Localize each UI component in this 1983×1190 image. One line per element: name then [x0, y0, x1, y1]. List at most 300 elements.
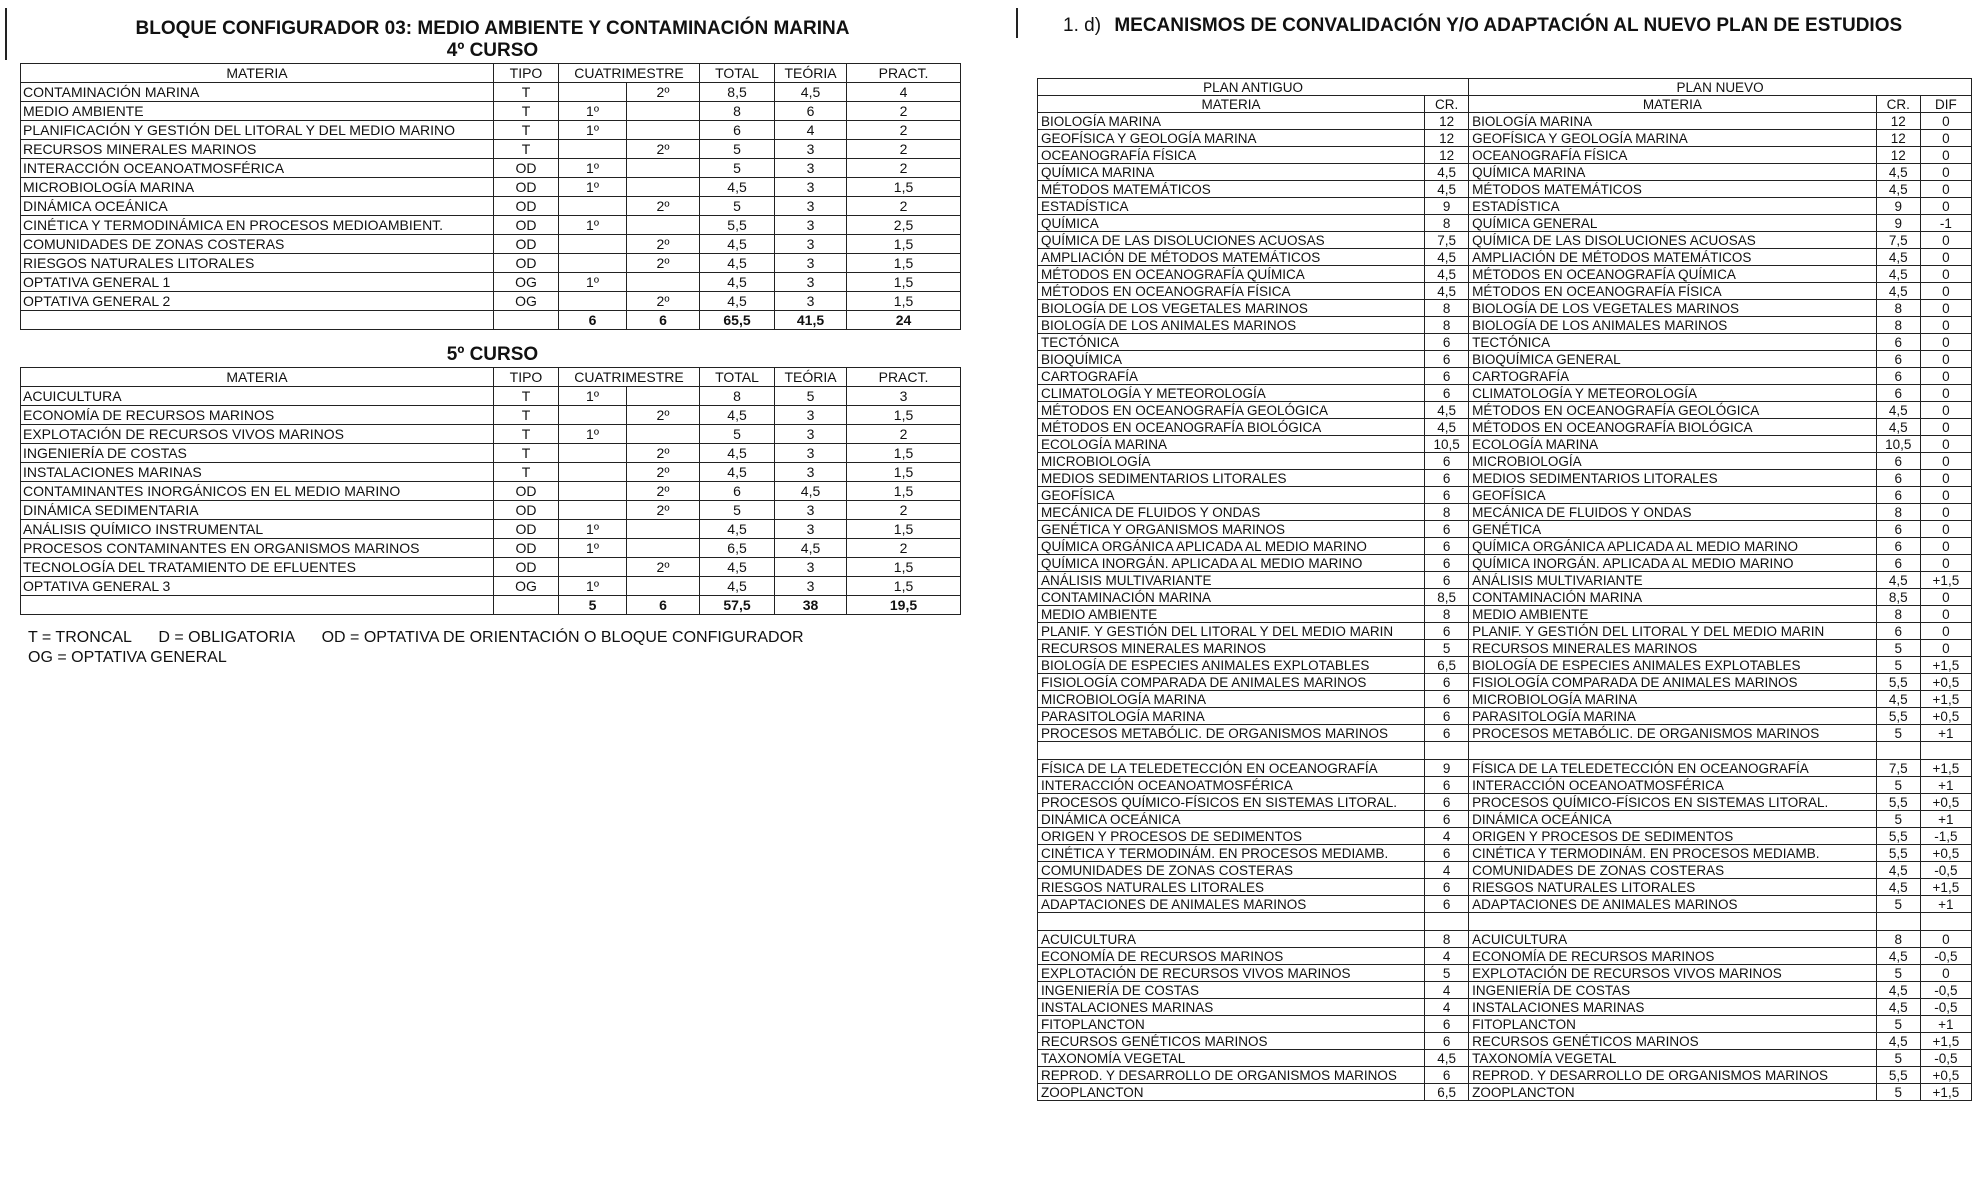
- table-row: [1038, 351, 1972, 368]
- cell-teoria: 3: [775, 235, 847, 254]
- cell-materia-new: GENÉTICA: [1469, 521, 1877, 538]
- cell-materia-new: ORIGEN Y PROCESOS DE SEDIMENTOS: [1469, 828, 1877, 845]
- cell-teoria: 3: [775, 197, 847, 216]
- col-header-materia-new: MATERIA: [1469, 96, 1877, 113]
- cell-cr-old: 8: [1425, 931, 1469, 948]
- cell-cr-new: 4,5: [1876, 266, 1920, 283]
- cell-cuatri-1: 1º: [559, 159, 627, 178]
- table-row: [21, 254, 961, 273]
- table-row: [1038, 572, 1972, 589]
- cell-materia: PLANIFICACIÓN Y GESTIÓN DEL LITORAL Y DEL MEDIO MARINO: [21, 121, 494, 140]
- legend-line-1: [28, 628, 826, 648]
- section-number: 1. d): [1063, 15, 1102, 36]
- cell-pract: 1,5: [847, 406, 961, 425]
- cell-cuatri-2: 2º: [627, 140, 700, 159]
- table-row: [1038, 862, 1972, 879]
- cell-dif: 0: [1920, 283, 1971, 300]
- cell-materia-new: OCEANOGRAFÍA FÍSICA: [1469, 147, 1877, 164]
- cell-dif: 0: [1920, 130, 1971, 147]
- cell-cr-new: 6: [1876, 487, 1920, 504]
- cell-dif: 0: [1920, 198, 1971, 215]
- cell-cr-old: 6: [1425, 896, 1469, 913]
- table-row: [1038, 113, 1972, 130]
- table-row: [1038, 198, 1972, 215]
- cell-materia-new: PARASITOLOGÍA MARINA: [1469, 708, 1877, 725]
- cell-cr-old: 6: [1425, 725, 1469, 742]
- cell-teoria: 3: [775, 216, 847, 235]
- cell-dif: 0: [1920, 470, 1971, 487]
- cell-dif: 0: [1920, 555, 1971, 572]
- cell-cr-old: 6: [1425, 487, 1469, 504]
- cell-cr-old: 4: [1425, 862, 1469, 879]
- cell-materia: [21, 311, 494, 330]
- cell-materia: MEDIO AMBIENTE: [21, 102, 494, 121]
- curso5-header-row: [21, 368, 961, 387]
- cell-total: 4,5: [700, 292, 775, 311]
- cell-pract: 1,5: [847, 292, 961, 311]
- cell-dif: -0,5: [1920, 1050, 1971, 1067]
- cell-materia-old: BIOLOGÍA DE ESPECIES ANIMALES EXPLOTABLES: [1038, 657, 1425, 674]
- cell-materia-old: MECÁNICA DE FLUIDOS Y ONDAS: [1038, 504, 1425, 521]
- cell-materia-old: OCEANOGRAFÍA FÍSICA: [1038, 147, 1425, 164]
- cell-pract: 1,5: [847, 577, 961, 596]
- spacer-row: [1038, 742, 1972, 760]
- cell-cr-old: 4: [1425, 999, 1469, 1016]
- cell-cuatri-1: 1º: [559, 539, 627, 558]
- cell-cr-new: 5: [1876, 777, 1920, 794]
- cell-cr-new: 7,5: [1876, 760, 1920, 777]
- cell-cr-old: 9: [1425, 760, 1469, 777]
- cell-materia-old: MÉTODOS EN OCEANOGRAFÍA BIOLÓGICA: [1038, 419, 1425, 436]
- cell-materia-new: RECURSOS GENÉTICOS MARINOS: [1469, 1033, 1877, 1050]
- cell-teoria: 3: [775, 501, 847, 520]
- cell-total: 6: [700, 121, 775, 140]
- cell-materia-old: MICROBIOLOGÍA MARINA: [1038, 691, 1425, 708]
- cell-teoria: 3: [775, 558, 847, 577]
- curso4-header-row: [21, 64, 961, 83]
- cell-materia-new: BIOLOGÍA DE LOS VEGETALES MARINOS: [1469, 300, 1877, 317]
- cell-tipo: T: [494, 387, 559, 406]
- cell-teoria: 3: [775, 140, 847, 159]
- header-plan-antiguo: PLAN ANTIGUO: [1038, 79, 1469, 96]
- cell-cr-new: 8: [1876, 931, 1920, 948]
- table-row: [1038, 402, 1972, 419]
- cell-cr-new: 6: [1876, 521, 1920, 538]
- cell-cr-new: 6: [1876, 470, 1920, 487]
- cell-cr-old: 4: [1425, 948, 1469, 965]
- cell-dif: +0,5: [1920, 845, 1971, 862]
- cell-dif: -0,5: [1920, 948, 1971, 965]
- cell-materia: RECURSOS MINERALES MARINOS: [21, 140, 494, 159]
- totals-row: [21, 311, 961, 330]
- cell-materia-new: MEDIO AMBIENTE: [1469, 606, 1877, 623]
- table-row: [21, 292, 961, 311]
- cell-materia-new: PLANIF. Y GESTIÓN DEL LITORAL Y DEL MEDIO MARIN: [1469, 623, 1877, 640]
- cell-dif: +1,5: [1920, 691, 1971, 708]
- cell-cr-old: 6: [1425, 794, 1469, 811]
- cell-materia-old: ECONOMÍA DE RECURSOS MARINOS: [1038, 948, 1425, 965]
- cell-materia-old: REPROD. Y DESARROLLO DE ORGANISMOS MARINOS: [1038, 1067, 1425, 1084]
- cell-cr-old: 4,5: [1425, 419, 1469, 436]
- cell-dif: 0: [1920, 181, 1971, 198]
- cell-materia-old: MÉTODOS EN OCEANOGRAFÍA GEOLÓGICA: [1038, 402, 1425, 419]
- table-row: [1038, 1084, 1972, 1101]
- cell-cr-new: 5: [1876, 965, 1920, 982]
- cell-cr-new: 12: [1876, 130, 1920, 147]
- table-row: [21, 425, 961, 444]
- cell-cuatri-2: [627, 577, 700, 596]
- cell-cr-old: 6: [1425, 674, 1469, 691]
- cell-materia-old: BIOLOGÍA DE LOS VEGETALES MARINOS: [1038, 300, 1425, 317]
- cell-cr-old: 4,5: [1425, 1050, 1469, 1067]
- cell-dif: +0,5: [1920, 1067, 1971, 1084]
- cell-dif: 0: [1920, 113, 1971, 130]
- cell-materia-old: BIOLOGÍA MARINA: [1038, 113, 1425, 130]
- cell-teoria: 3: [775, 425, 847, 444]
- table-row: [1038, 436, 1972, 453]
- table-row: [1038, 999, 1972, 1016]
- cell-materia-old: COMUNIDADES DE ZONAS COSTERAS: [1038, 862, 1425, 879]
- cell-cr-old: 6: [1425, 572, 1469, 589]
- cell-cr-old: 6: [1425, 538, 1469, 555]
- cell-cr-new: 8: [1876, 504, 1920, 521]
- cell-dif: 0: [1920, 266, 1971, 283]
- cell-materia-old: DINÁMICA OCEÁNICA: [1038, 811, 1425, 828]
- cell-dif: [1920, 913, 1971, 931]
- cell-cuatri-2: 2º: [627, 463, 700, 482]
- curso5-heading: 5º CURSO: [446, 344, 539, 365]
- cell-materia-new: RECURSOS MINERALES MARINOS: [1469, 640, 1877, 657]
- cell-materia-new: QUÍMICA INORGÁN. APLICADA AL MEDIO MARINO: [1469, 555, 1877, 572]
- cell-materia: INGENIERÍA DE COSTAS: [21, 444, 494, 463]
- cell-dif: 0: [1920, 419, 1971, 436]
- cell-cr-old: 5: [1425, 965, 1469, 982]
- cell-total: 8,5: [700, 83, 775, 102]
- cell-materia: OPTATIVA GENERAL 3: [21, 577, 494, 596]
- cell-dif: +1: [1920, 811, 1971, 828]
- spacer-row: [1038, 913, 1972, 931]
- cell-total: 5: [700, 501, 775, 520]
- cell-materia-old: ANÁLISIS MULTIVARIANTE: [1038, 572, 1425, 589]
- cell-cr-new: 4,5: [1876, 164, 1920, 181]
- cell-cr-new: 4,5: [1876, 862, 1920, 879]
- cell-dif: 0: [1920, 147, 1971, 164]
- cell-materia: CINÉTICA Y TERMODINÁMICA EN PROCESOS MEDIOAMBIENT.: [21, 216, 494, 235]
- cell-tipo: T: [494, 102, 559, 121]
- cell-materia-new: MÉTODOS EN OCEANOGRAFÍA BIOLÓGICA: [1469, 419, 1877, 436]
- cell-teoria: 4: [775, 121, 847, 140]
- cell-materia-old: QUÍMICA: [1038, 215, 1425, 232]
- cell-tipo: T: [494, 406, 559, 425]
- cell-tipo: OD: [494, 216, 559, 235]
- cell-materia-new: QUÍMICA ORGÁNICA APLICADA AL MEDIO MARINO: [1469, 538, 1877, 555]
- cell-dif: +1,5: [1920, 1033, 1971, 1050]
- table-row: [1038, 368, 1972, 385]
- cell-cr-new: 8: [1876, 317, 1920, 334]
- cell-cr-old: 6: [1425, 879, 1469, 896]
- cell-total: 6,5: [700, 539, 775, 558]
- cell-cr-new: 4,5: [1876, 402, 1920, 419]
- cell-cr-old: [1425, 742, 1469, 760]
- cell-dif: +0,5: [1920, 708, 1971, 725]
- cell-cr-new: 4,5: [1876, 691, 1920, 708]
- table-row: [21, 140, 961, 159]
- cell-cr-old: 6,5: [1425, 1084, 1469, 1101]
- cell-cuatri-1: 1º: [559, 387, 627, 406]
- cell-cuatri-1: 1º: [559, 216, 627, 235]
- cell-materia-old: QUÍMICA INORGÁN. APLICADA AL MEDIO MARINO: [1038, 555, 1425, 572]
- cell-materia-old: CLIMATOLOGÍA Y METEOROLOGÍA: [1038, 385, 1425, 402]
- cell-cr-old: 6: [1425, 368, 1469, 385]
- cell-materia-old: ADAPTACIONES DE ANIMALES MARINOS: [1038, 896, 1425, 913]
- cell-total: 5: [700, 159, 775, 178]
- cell-cr-new: 8: [1876, 606, 1920, 623]
- cell-materia-new: EXPLOTACIÓN DE RECURSOS VIVOS MARINOS: [1469, 965, 1877, 982]
- cell-cuatri-1: [559, 463, 627, 482]
- table-row: [21, 83, 961, 102]
- table-row: [1038, 606, 1972, 623]
- cell-tipo: OG: [494, 273, 559, 292]
- table-row: [1038, 504, 1972, 521]
- cell-total: 4,5: [700, 577, 775, 596]
- cell-total: 4,5: [700, 406, 775, 425]
- cell-pract: 1,5: [847, 444, 961, 463]
- cell-total: 4,5: [700, 444, 775, 463]
- cell-cr-old: 6: [1425, 708, 1469, 725]
- total-cuatri-1: 5: [559, 596, 627, 615]
- cell-materia-old: MEDIOS SEDIMENTARIOS LITORALES: [1038, 470, 1425, 487]
- table-row: [1038, 453, 1972, 470]
- cell-cr-old: 6: [1425, 1016, 1469, 1033]
- table-row: [21, 520, 961, 539]
- cell-dif: +1,5: [1920, 657, 1971, 674]
- cell-tipo: OD: [494, 178, 559, 197]
- cell-cr-old: 8,5: [1425, 589, 1469, 606]
- cell-materia-new: GEOFÍSICA Y GEOLOGÍA MARINA: [1469, 130, 1877, 147]
- cell-cr-old: 4,5: [1425, 283, 1469, 300]
- cell-cuatri-1: [559, 83, 627, 102]
- cell-cuatri-1: [559, 501, 627, 520]
- cell-total: 4,5: [700, 254, 775, 273]
- cell-cr-old: 6: [1425, 777, 1469, 794]
- cell-materia-old: QUÍMICA DE LAS DISOLUCIONES ACUOSAS: [1038, 232, 1425, 249]
- table-row: [1038, 691, 1972, 708]
- cell-cr-new: 6: [1876, 385, 1920, 402]
- cell-tipo: OD: [494, 159, 559, 178]
- table-row: [21, 178, 961, 197]
- cell-dif: +1: [1920, 725, 1971, 742]
- legend-obligatoria: D = OBLIGATORIA: [158, 629, 296, 646]
- table-row: [1038, 896, 1972, 913]
- cell-cr-old: 4: [1425, 828, 1469, 845]
- cell-materia-new: ESTADÍSTICA: [1469, 198, 1877, 215]
- cell-cr-new: 12: [1876, 147, 1920, 164]
- cell-tipo: OD: [494, 501, 559, 520]
- cell-pract: 3: [847, 387, 961, 406]
- cell-materia-new: FITOPLANCTON: [1469, 1016, 1877, 1033]
- cell-cr-new: 6: [1876, 351, 1920, 368]
- cell-materia-old: BIOQUÍMICA: [1038, 351, 1425, 368]
- table-row: [1038, 794, 1972, 811]
- table-row: [21, 197, 961, 216]
- cell-dif: 0: [1920, 402, 1971, 419]
- cell-cr-old: 12: [1425, 147, 1469, 164]
- cell-materia-new: GEOFÍSICA: [1469, 487, 1877, 504]
- cell-pract: 1,5: [847, 178, 961, 197]
- cell-cr-new: 4,5: [1876, 181, 1920, 198]
- cell-cuatri-1: [559, 482, 627, 501]
- total-pract: 19,5: [847, 596, 961, 615]
- table-row: [1038, 147, 1972, 164]
- cell-cuatri-2: [627, 178, 700, 197]
- right-page-title: [1063, 14, 1902, 38]
- cell-materia-new: QUÍMICA DE LAS DISOLUCIONES ACUOSAS: [1469, 232, 1877, 249]
- cell-materia-old: CARTOGRAFÍA: [1038, 368, 1425, 385]
- cell-materia-new: TECTÓNICA: [1469, 334, 1877, 351]
- table-row: [1038, 521, 1972, 538]
- cell-tipo: T: [494, 83, 559, 102]
- cell-cuatri-1: [559, 406, 627, 425]
- table-row: [1038, 589, 1972, 606]
- cell-materia-old: CINÉTICA Y TERMODINÁM. EN PROCESOS MEDIAMB.: [1038, 845, 1425, 862]
- table-row: [1038, 470, 1972, 487]
- cell-total: 6: [700, 482, 775, 501]
- table-row: [1038, 811, 1972, 828]
- cell-materia-new: BIOLOGÍA DE LOS ANIMALES MARINOS: [1469, 317, 1877, 334]
- col-header-tipo: TIPO: [494, 368, 559, 387]
- cell-cuatri-1: 1º: [559, 425, 627, 444]
- cell-cr-new: 6: [1876, 368, 1920, 385]
- cell-total: 5,5: [700, 216, 775, 235]
- table-row: [21, 406, 961, 425]
- cell-dif: 0: [1920, 249, 1971, 266]
- cell-teoria: 4,5: [775, 83, 847, 102]
- cell-cr-new: 5: [1876, 896, 1920, 913]
- left-page-title: BLOQUE CONFIGURADOR 03: MEDIO AMBIENTE Y CONTAMINACIÓN MARINA: [135, 18, 850, 39]
- cell-materia: INSTALACIONES MARINAS: [21, 463, 494, 482]
- cell-cuatri-2: [627, 216, 700, 235]
- cell-total: 5: [700, 197, 775, 216]
- cell-cr-new: 4,5: [1876, 999, 1920, 1016]
- cell-pract: 2: [847, 501, 961, 520]
- cell-cuatri-2: 2º: [627, 482, 700, 501]
- cell-total: 4,5: [700, 463, 775, 482]
- cell-materia-old: FÍSICA DE LA TELEDETECCIÓN EN OCEANOGRAFÍA: [1038, 760, 1425, 777]
- cell-tipo: OG: [494, 292, 559, 311]
- cell-pract: 2: [847, 425, 961, 444]
- cell-tipo: T: [494, 121, 559, 140]
- cell-cr-old: 6: [1425, 470, 1469, 487]
- cell-dif: -0,5: [1920, 862, 1971, 879]
- table-row: [21, 577, 961, 596]
- cell-materia-old: BIOLOGÍA DE LOS ANIMALES MARINOS: [1038, 317, 1425, 334]
- cell-materia-new: INSTALACIONES MARINAS: [1469, 999, 1877, 1016]
- cell-dif: 0: [1920, 317, 1971, 334]
- table-row: [21, 121, 961, 140]
- cell-cr-new: 8,5: [1876, 589, 1920, 606]
- cell-cuatri-2: 2º: [627, 406, 700, 425]
- cell-cr-old: 6: [1425, 811, 1469, 828]
- cell-cr-old: 4,5: [1425, 402, 1469, 419]
- cell-materia: CONTAMINANTES INORGÁNICOS EN EL MEDIO MARINO: [21, 482, 494, 501]
- cell-dif: 0: [1920, 232, 1971, 249]
- cell-cr-old: 6: [1425, 1067, 1469, 1084]
- cell-materia-old: PLANIF. Y GESTIÓN DEL LITORAL Y DEL MEDIO MARIN: [1038, 623, 1425, 640]
- cell-materia-new: FÍSICA DE LA TELEDETECCIÓN EN OCEANOGRAFÍA: [1469, 760, 1877, 777]
- cell-dif: 0: [1920, 521, 1971, 538]
- cell-cr-new: 6: [1876, 538, 1920, 555]
- cell-materia-old: AMPLIACIÓN DE MÉTODOS MATEMÁTICOS: [1038, 249, 1425, 266]
- cell-materia-new: CONTAMINACIÓN MARINA: [1469, 589, 1877, 606]
- cell-cuatri-2: [627, 159, 700, 178]
- cell-cr-old: 4: [1425, 982, 1469, 999]
- cell-tipo: [494, 311, 559, 330]
- cell-materia-old: MICROBIOLOGÍA: [1038, 453, 1425, 470]
- cell-materia-old: ORIGEN Y PROCESOS DE SEDIMENTOS: [1038, 828, 1425, 845]
- cell-materia-old: RECURSOS MINERALES MARINOS: [1038, 640, 1425, 657]
- cell-cr-old: 6: [1425, 351, 1469, 368]
- cell-cr-new: 5: [1876, 1016, 1920, 1033]
- table-row: [1038, 1067, 1972, 1084]
- cell-pract: 2: [847, 197, 961, 216]
- cell-materia-old: QUÍMICA MARINA: [1038, 164, 1425, 181]
- cell-total: 4,5: [700, 178, 775, 197]
- cell-materia-old: PROCESOS METABÓLIC. DE ORGANISMOS MARINOS: [1038, 725, 1425, 742]
- cell-cr-new: 5: [1876, 811, 1920, 828]
- cell-dif: +1: [1920, 777, 1971, 794]
- cell-materia-new: [1469, 913, 1877, 931]
- cell-dif: +1: [1920, 896, 1971, 913]
- cell-materia-new: CLIMATOLOGÍA Y METEOROLOGÍA: [1469, 385, 1877, 402]
- table-row: [1038, 760, 1972, 777]
- table-row: [21, 273, 961, 292]
- col-header-cuatrimestre: CUATRIMESTRE: [559, 64, 700, 83]
- col-header-cr-old: CR.: [1425, 96, 1469, 113]
- cell-dif: 0: [1920, 623, 1971, 640]
- header-plan-nuevo: PLAN NUEVO: [1469, 79, 1972, 96]
- table-row: [1038, 555, 1972, 572]
- table-row: [21, 482, 961, 501]
- plan-header-row: [1038, 79, 1972, 96]
- cell-materia-new: RIESGOS NATURALES LITORALES: [1469, 879, 1877, 896]
- table-row: [1038, 164, 1972, 181]
- cell-dif: 0: [1920, 385, 1971, 402]
- cell-cr-new: 6: [1876, 623, 1920, 640]
- cell-cr-new: 5: [1876, 725, 1920, 742]
- cell-materia-old: RIESGOS NATURALES LITORALES: [1038, 879, 1425, 896]
- table-row: [1038, 130, 1972, 147]
- cell-pract: 2: [847, 102, 961, 121]
- table-row: [1038, 181, 1972, 198]
- cell-materia-old: ESTADÍSTICA: [1038, 198, 1425, 215]
- cell-materia-old: ZOOPLANCTON: [1038, 1084, 1425, 1101]
- cell-tipo: OD: [494, 197, 559, 216]
- cell-materia-new: ECOLOGÍA MARINA: [1469, 436, 1877, 453]
- cell-materia: RIESGOS NATURALES LITORALES: [21, 254, 494, 273]
- cell-materia-new: BIOQUÍMICA GENERAL: [1469, 351, 1877, 368]
- cell-materia-old: MÉTODOS MATEMÁTICOS: [1038, 181, 1425, 198]
- cell-cr-new: 4,5: [1876, 879, 1920, 896]
- cell-materia-old: ECOLOGÍA MARINA: [1038, 436, 1425, 453]
- table-row: [1038, 777, 1972, 794]
- cell-cuatri-2: [627, 425, 700, 444]
- table-row: [21, 444, 961, 463]
- cell-teoria: 3: [775, 577, 847, 596]
- cell-pract: 1,5: [847, 558, 961, 577]
- totals-row: [21, 596, 961, 615]
- cell-materia: INTERACCIÓN OCEANOATMOSFÉRICA: [21, 159, 494, 178]
- cell-materia-new: MÉTODOS MATEMÁTICOS: [1469, 181, 1877, 198]
